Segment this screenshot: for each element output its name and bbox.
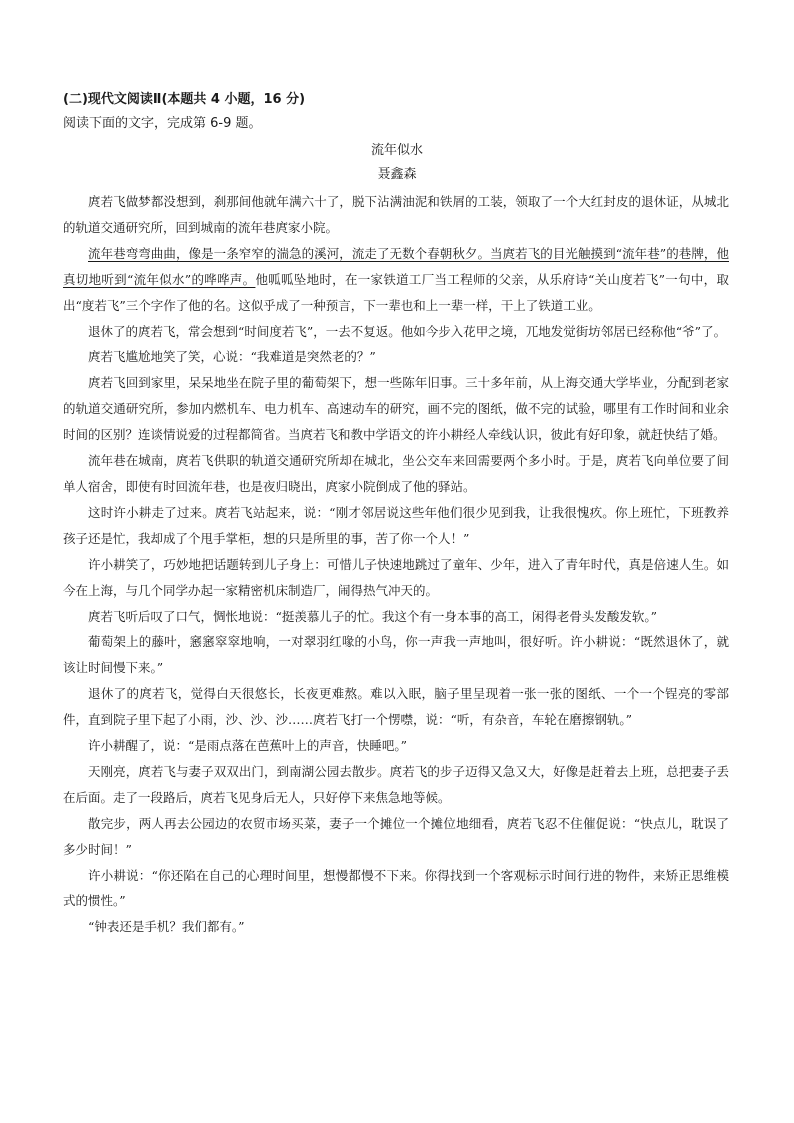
- article-body: [63, 189, 729, 940]
- paragraph-text: 葡萄架上的藤叶，窸窸窣窣地响，一对翠羽红喙的小鸟，你一声我一声地叫，很好听。许小耕说：“既然退休了，就该让时间慢下来。”: [63, 634, 729, 676]
- paragraph-text: “钟表还是手机？我们都有。”: [88, 919, 245, 935]
- underlined-passage: 流年巷弯弯曲曲，像是一条窄窄的湍急的溪河，流走了无数个春朝秋夕。当庹若飞的目光触摸到“流年巷”的巷牌，他真切地听到“流年似水”的哗哗声。: [63, 245, 729, 287]
- paragraph-text: 庹若飞回到家里，呆呆地坐在院子里的葡萄架下，想一些陈年旧事。三十多年前，从上海交通大学毕业，分配到老家的轨道交通研究所，参加内燃机车、电力机车、高速动车的研究，画不完的图纸，做不完的试验，哪里有工作时间和业余时间的区别？连谈情说爱的过程都简省。当庹若飞和教中学语文的许小耕经人牵线认识，彼此有好印象，就赶快结了婚。: [63, 375, 729, 443]
- paragraph: [63, 629, 729, 681]
- paragraph: [63, 189, 729, 241]
- paragraph-text: 退休了的庹若飞，常会想到“时间度若飞”，一去不复返。他如今步入花甲之境，兀地发觉街坊邻居已经称他“爷”了。: [88, 323, 727, 339]
- reading-instruction: 阅读下面的文字，完成第 6-9 题。: [63, 116, 262, 131]
- paragraph-text: 散完步，两人再去公园边的农贸市场买菜，妻子一个摊位一个摊位地细看，庹若飞忍不住催促说：“快点儿，耽误了多少时间！”: [63, 815, 729, 857]
- paragraph: [63, 863, 729, 915]
- paragraph-text: 这时许小耕走了过来。庹若飞站起来，说：“刚才邻居说这些年他们很少见到我，让我很愧疚。你上班忙，下班教养孩子还是忙，我却成了个甩手掌柜，想的只是所里的事，苦了你一个人！”: [63, 504, 729, 546]
- section-heading: (二)现代文阅读Ⅱ(本题共 4 小题，16 分): [63, 92, 306, 107]
- paragraph: [63, 500, 729, 552]
- paragraph-text: 庹若飞听后叹了口气，惆怅地说：“挺羡慕儿子的忙。我这个有一身本事的高工，闲得老骨头发酸发软。”: [88, 608, 658, 624]
- paragraph-text: 许小耕说：“你还陷在自己的心理时间里，想慢都慢不下来。你得找到一个客观标示时间行进的物件，来矫正思维模式的惯性。”: [63, 867, 729, 909]
- paragraph: [63, 344, 729, 370]
- paragraph: [63, 811, 729, 863]
- paragraph: [63, 370, 729, 448]
- paragraph-text: 许小耕醒了，说：“是雨点落在芭蕉叶上的声音，快睡吧。”: [88, 738, 408, 754]
- paragraph-text: 天刚亮，庹若飞与妻子双双出门，到南湖公园去散步。庹若飞的步子迈得又急又大，好像是赶着去上班，总把妻子丢在后面。走了一段路后，庹若飞见身后无人，只好停下来焦急地等候。: [63, 763, 729, 805]
- paragraph: [63, 319, 729, 345]
- paragraph: [63, 241, 729, 319]
- paragraph-text: 流年巷在城南，庹若飞供职的轨道交通研究所却在城北，坐公交车来回需要两个多小时。于是，庹若飞向单位要了间单人宿舍，即使有时回流年巷，也是夜归晓出，庹家小院倒成了他的驿站。: [63, 453, 729, 494]
- paragraph: [63, 448, 729, 500]
- article-title: 流年似水: [370, 143, 423, 158]
- article-author: 聂鑫森: [377, 167, 417, 182]
- paragraph-text: 庹若飞尴尬地笑了笑，心说：“我难道是突然老的？”: [88, 349, 376, 365]
- paragraph: [63, 759, 729, 811]
- paragraph: [63, 604, 729, 630]
- paragraph-text: 许小耕笑了，巧妙地把话题转到儿子身上：可惜儿子快速地跳过了童年、少年，进入了青年时代，真是倍速人生。如今在上海，与几个同学办起一家精密机床制造厂，闹得热气冲天的。: [63, 556, 729, 598]
- paragraph-text: 他呱呱坠地时，在一家铁道工厂当工程师的父亲，从乐府诗“关山度若飞”一句中，取出“度若飞”三个字作了他的名。这似乎成了一种预言，下一辈也和上一辈一样，干上了铁道工业。: [63, 271, 729, 313]
- paragraph: [63, 681, 729, 733]
- paragraph-text: 退休了的庹若飞，觉得白天很悠长，长夜更难熬。难以入眠，脑子里呈现着一张一张的图纸、一个一个锃亮的零部件，直到院子里下起了小雨，沙、沙、沙……庹若飞打一个愣噤，说：“听，有杂音，车轮在磨擦钢轨。”: [63, 686, 729, 728]
- paragraph: [63, 552, 729, 604]
- paragraph-text: 庹若飞做梦都没想到，刹那间他就年满六十了，脱下沾满油泥和铁屑的工装，领取了一个大红封皮的退休证，从城北的轨道交通研究所，回到城南的流年巷庹家小院。: [63, 194, 729, 235]
- paragraph: [63, 733, 729, 759]
- paragraph: [63, 914, 729, 940]
